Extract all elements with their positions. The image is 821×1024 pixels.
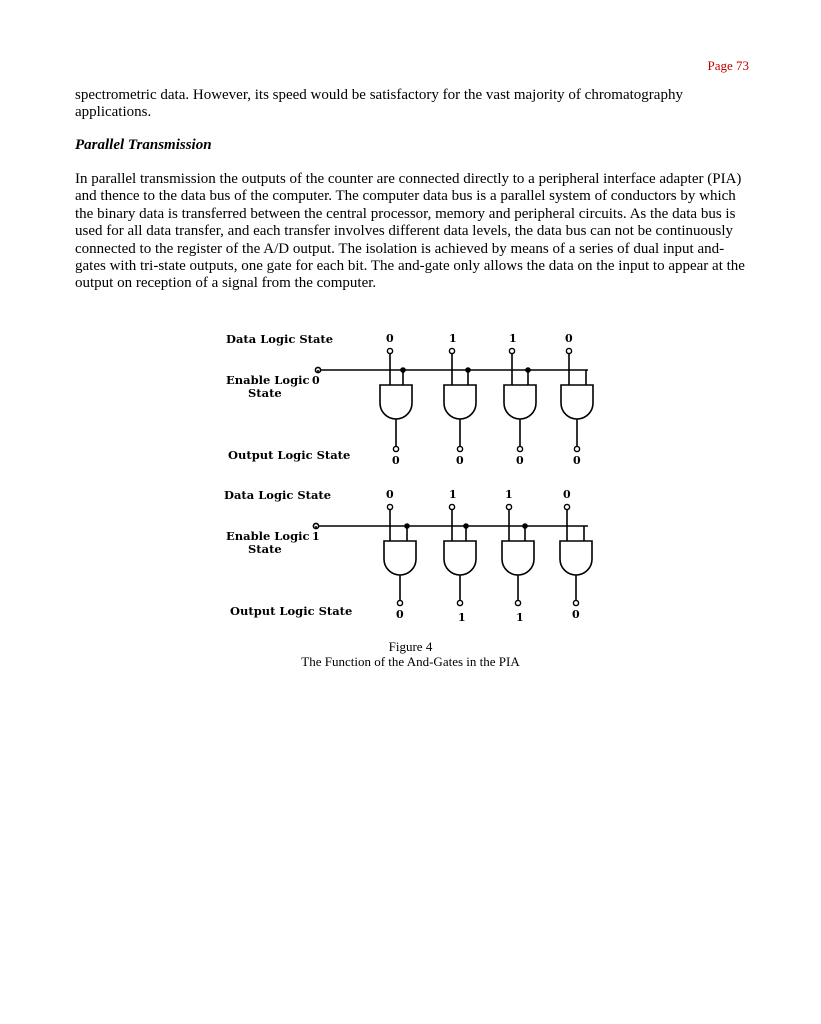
and-gate-2 (444, 385, 476, 419)
intro-paragraph: spectrometric data. However, its speed would be satisfactory for the vast majority of chromatography applications. (75, 87, 683, 121)
enable-value: 0 (312, 374, 320, 387)
output-bit-3: 0 (516, 454, 524, 467)
and-gate-1 (380, 385, 412, 419)
data-bit-4: 0 (563, 488, 571, 501)
diagram-enable-0 (226, 332, 593, 467)
output-bit-2: 0 (456, 454, 464, 467)
figure-number: Figure 4 (388, 639, 433, 654)
enable-state-label: State (248, 542, 282, 556)
and-gate-figure (218, 325, 618, 635)
page-number: Page 73 (707, 58, 749, 73)
and-gate-3 (502, 541, 534, 575)
data-bit-1: 0 (386, 488, 394, 501)
output-bit-4: 0 (573, 454, 581, 467)
output-bit-1: 0 (392, 454, 400, 467)
data-bit-3: 1 (505, 488, 513, 501)
and-gate-3 (504, 385, 536, 419)
data-bit-4: 0 (565, 332, 573, 345)
diagram-enable-1 (224, 488, 592, 624)
data-bit-1: 0 (386, 332, 394, 345)
and-gate-diagram (218, 325, 618, 635)
and-gate-4 (560, 541, 592, 575)
data-logic-state-label: Data Logic State (224, 488, 332, 502)
section-heading: Parallel Transmission (75, 137, 212, 153)
output-bit-2: 1 (458, 611, 466, 624)
body-paragraph: In parallel transmission the outputs of the counter are connected directly to a peripheral interface adapter (PIA) and thence to the data bus of the computer. The computer data bus is a parallel system of conductors by which the binary data is transferred between the central processor, memory and peripheral circuits. As the data bus is used for all data transfer, and each transfer involves different data levels, the data bus can not be continuously connected to the register of the A/D output. The isolation is achieved by means of a series of dual input and-gates with tri-state outputs, one gate for each bit. The and-gate only allows the data on the input to appear at the output on reception of a signal from the computer. (75, 171, 745, 292)
and-gate-4 (561, 385, 593, 419)
enable-logic-label: Enable Logic (226, 529, 310, 543)
output-bit-3: 1 (516, 611, 524, 624)
enable-state-label: State (248, 386, 282, 400)
output-logic-state-label: Output Logic State (230, 604, 353, 618)
figure-caption: The Function of the And-Gates in the PIA (301, 654, 520, 669)
enable-logic-label: Enable Logic (226, 373, 310, 387)
and-gate-2 (444, 541, 476, 575)
data-logic-state-label: Data Logic State (226, 332, 334, 346)
enable-value: 1 (312, 530, 320, 543)
output-bit-1: 0 (396, 608, 404, 621)
and-gate-1 (384, 541, 416, 575)
output-logic-state-label: Output Logic State (228, 448, 351, 462)
data-bit-2: 1 (449, 332, 457, 345)
output-bit-4: 0 (572, 608, 580, 621)
data-bit-3: 1 (509, 332, 517, 345)
data-bit-2: 1 (449, 488, 457, 501)
